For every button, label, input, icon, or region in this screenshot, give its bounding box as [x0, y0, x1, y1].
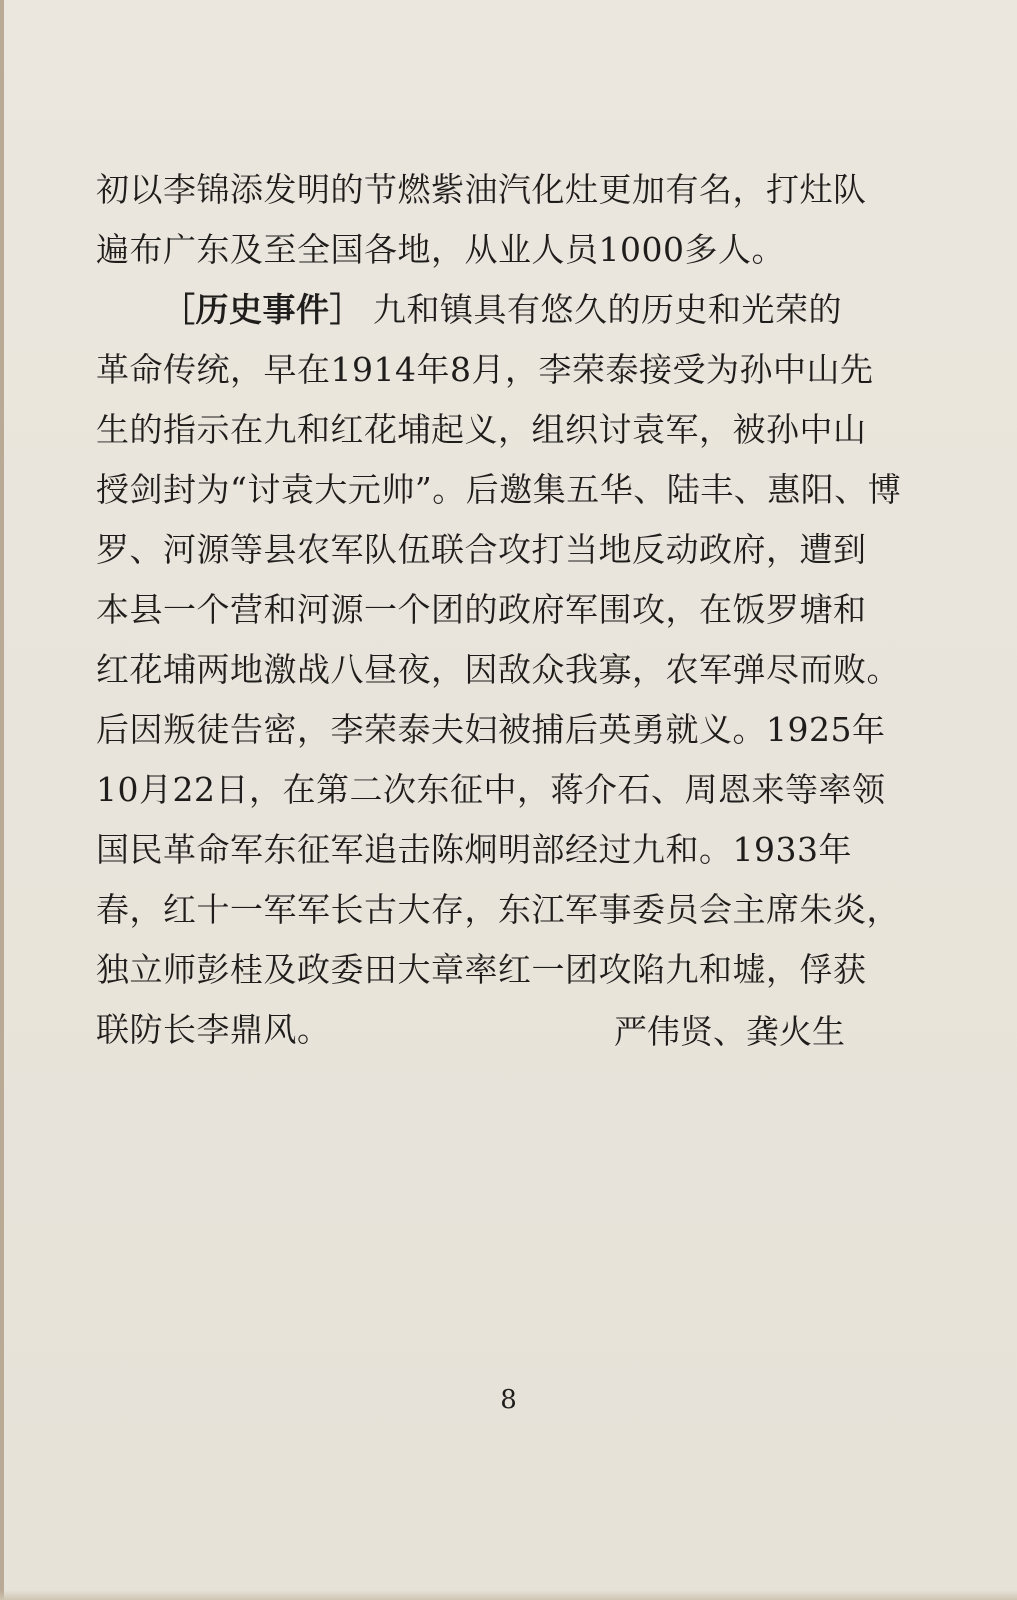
text-line-10: 后因叛徒告密，李荣泰夫妇被捕后英勇就义。1925年: [96, 710, 886, 749]
page-left-edge: [0, 0, 4, 1600]
section-intro: 九和镇具有悠久的历史和光荣的: [373, 290, 842, 329]
page-number: 8: [500, 1385, 517, 1415]
body-text: [96, 160, 926, 1060]
text-line-1: 初以李锦添发明的节燃紫油汽化灶更加有名，打灶队: [96, 170, 867, 209]
text-line-11: 10月22日，在第二次东征中，蒋介石、周恩来等率领: [96, 770, 886, 809]
text-line-12: 国民革命军东征军追击陈炯明部经过九和。1933年: [96, 830, 852, 869]
text-line-5: 生的指示在九和红花埔起义，组织讨袁军，被孙中山: [96, 410, 867, 449]
author-signature: 严伟贤、龚火生: [614, 1012, 845, 1051]
text-line-14: 独立师彭桂及政委田大章率红一团攻陷九和墟，俘获: [96, 950, 867, 989]
text-line-8: 本县一个营和河源一个团的政府军围攻，在饭罗塘和: [96, 590, 867, 629]
text-line-4: 革命传统，早在1914年8月，李荣泰接受为孙中山先: [96, 350, 874, 389]
text-line-6: 授剑封为“讨袁大元帅”。后邀集五华、陆丰、惠阳、博: [96, 470, 902, 509]
section-heading: ［历史事件］: [162, 290, 363, 329]
text-line-2: 遍布广东及至全国各地，从业人员1000多人。: [96, 230, 785, 269]
text-line-7: 罗、河源等县农军队伍联合攻打当地反动政府，遭到: [96, 530, 867, 569]
section-first-line: [96, 280, 926, 340]
text-line-9: 红花埔两地激战八昼夜，因敌众我寡，农军弹尽而败。: [96, 650, 900, 689]
text-line-15: 联防长李鼎风。: [96, 1010, 331, 1049]
text-line-13: 春，红十一军军长古大存，东江军事委员会主席朱炎，: [96, 890, 900, 929]
page-bottom-edge: [0, 1590, 1017, 1600]
